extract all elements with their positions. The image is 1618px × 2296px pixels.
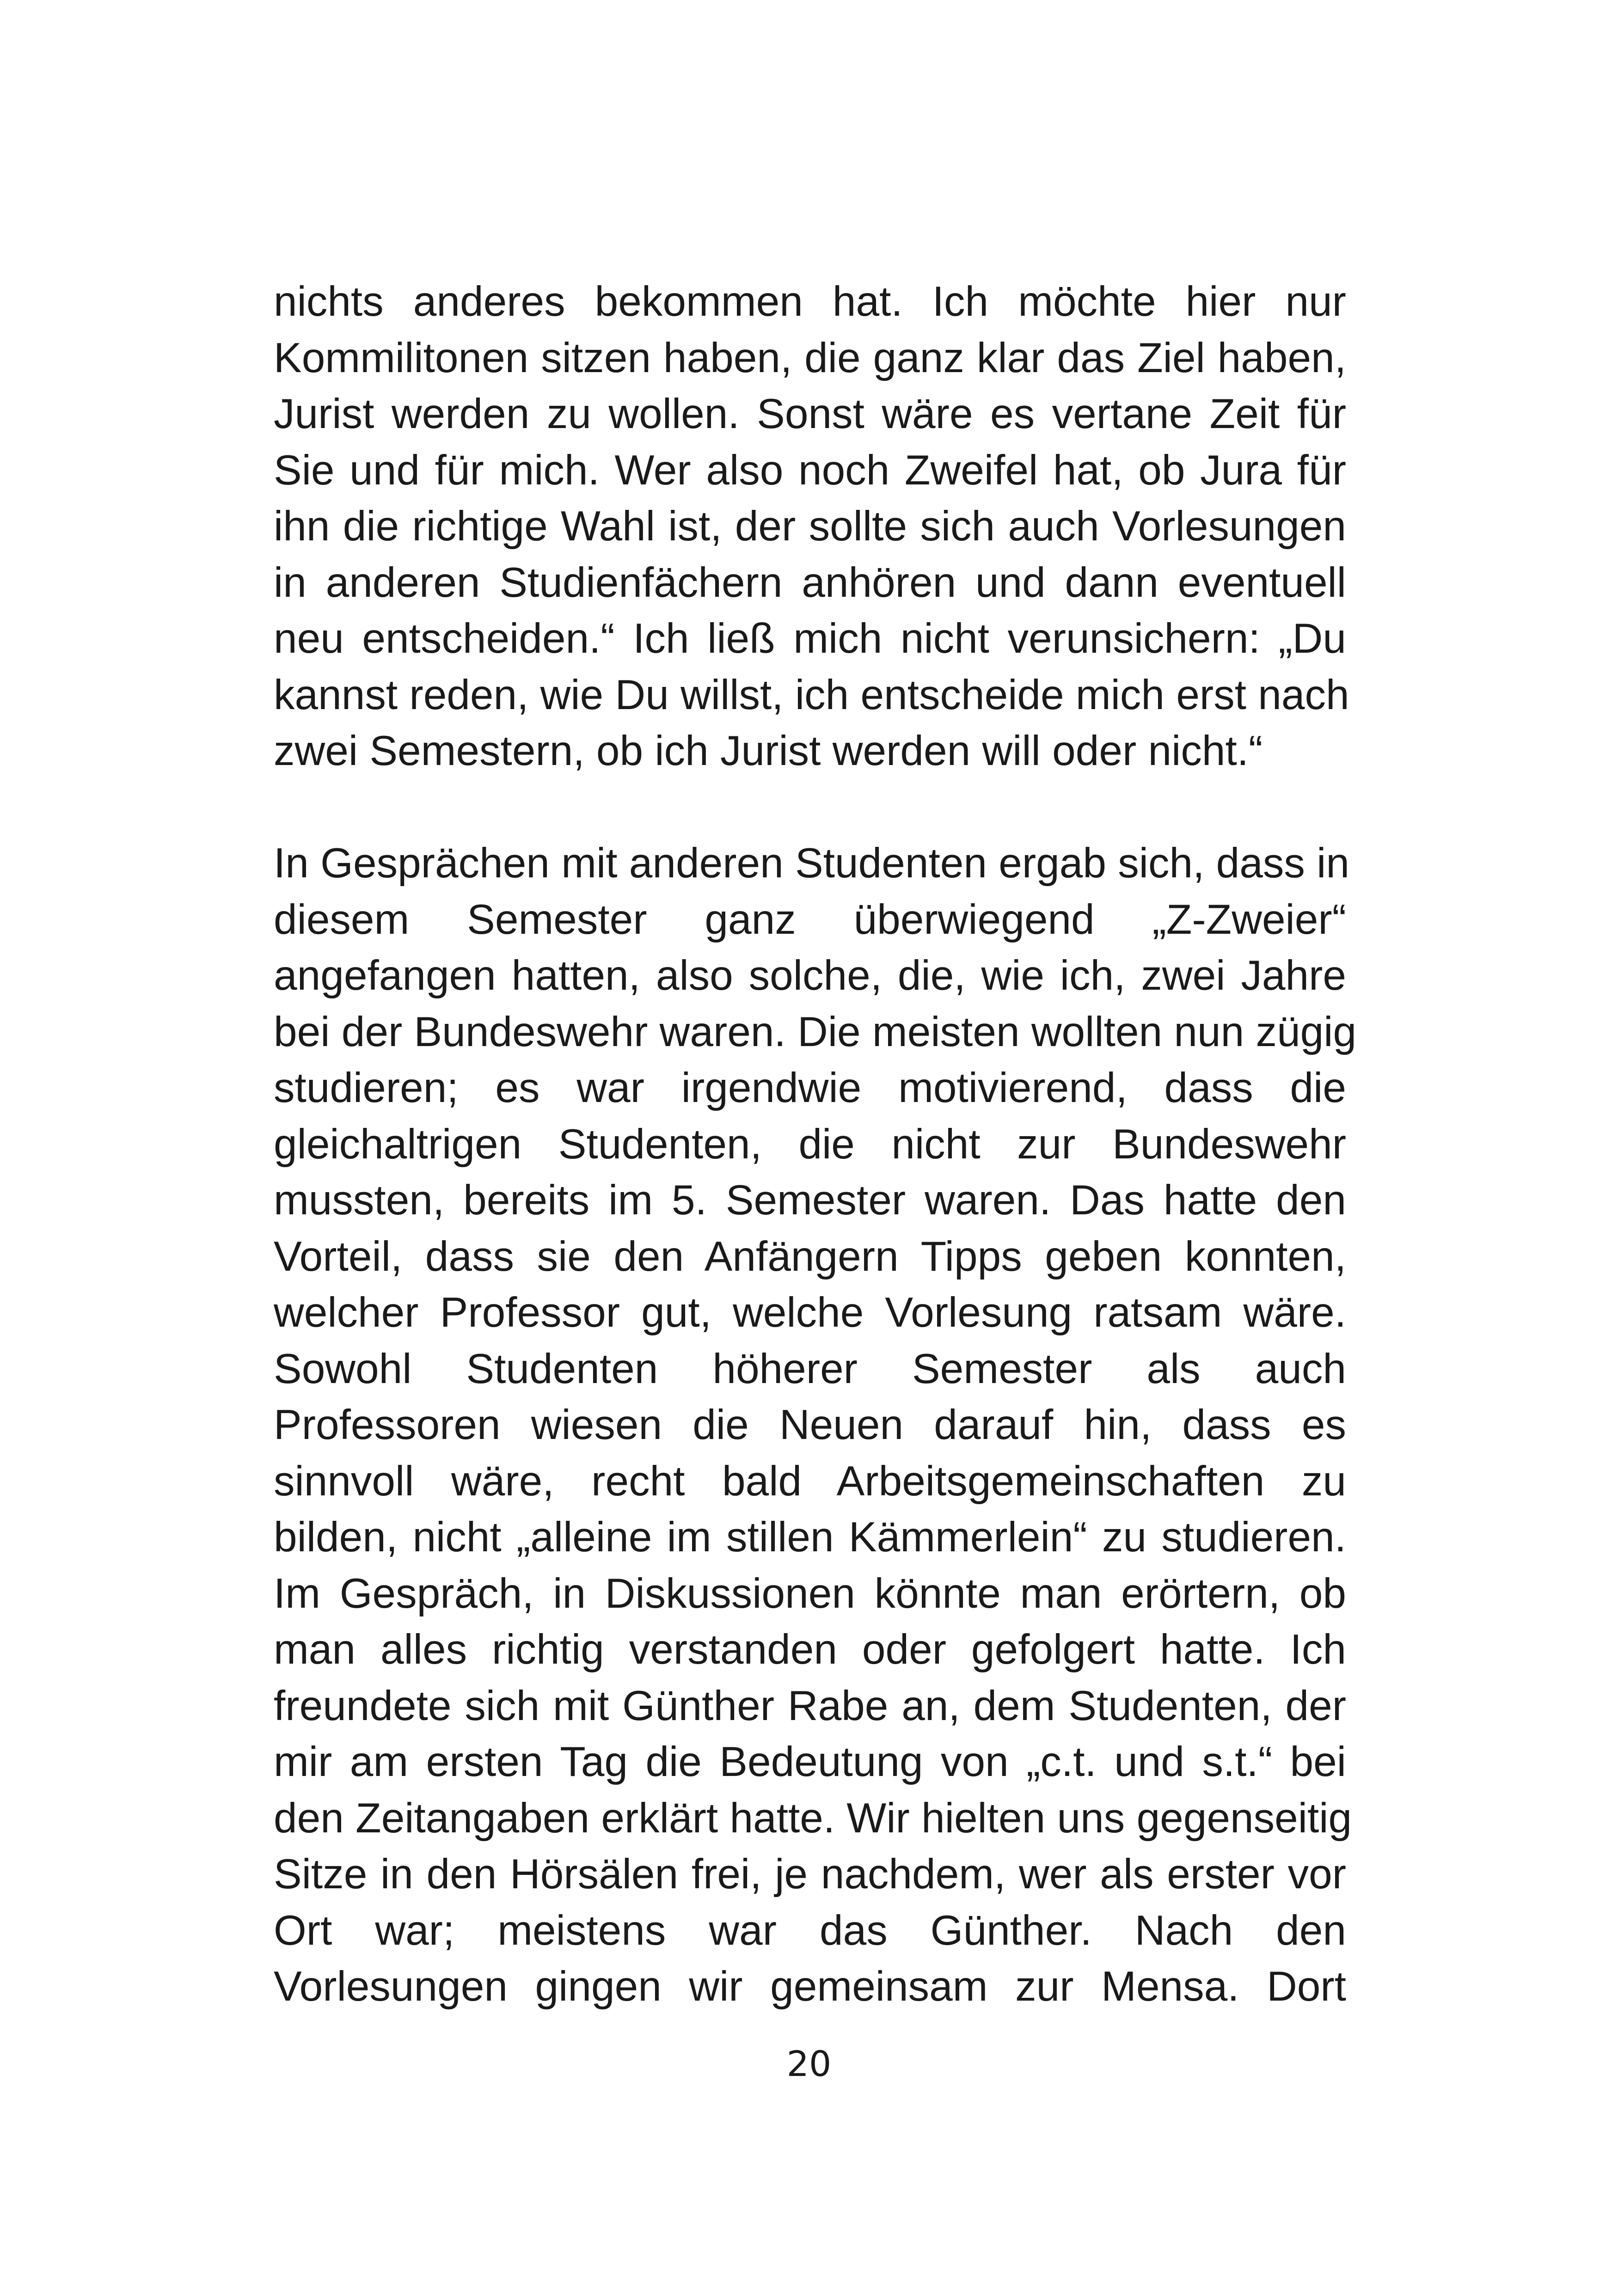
text-line: Vorlesungen gingen wir gemeinsam zur Mensa. Dort — [274, 1963, 1346, 2010]
text-line: Vorteil, dass sie den Anfängern Tipps geben konnten, — [274, 1233, 1346, 1280]
paragraph-2 — [274, 835, 1357, 2015]
text-line: Ort war; meistens war das Günther. Nach den — [274, 1907, 1346, 1954]
text-line: zwei Semestern, ob ich Jurist werden will oder nicht.“ — [274, 728, 1263, 774]
text-line: diesem Semester ganz überwiegend „Z-Zweier“ — [274, 896, 1346, 943]
text-line: in anderen Studienfächern anhören und dann eventuell — [274, 559, 1346, 606]
text-line: nichts anderes bekommen hat. Ich möchte hier nur — [274, 278, 1346, 325]
text-line: Kommilitonen sitzen haben, die ganz klar das Ziel haben, — [274, 334, 1346, 381]
text-line: bilden, nicht „alleine im stillen Kämmerlein“ zu studieren. — [274, 1514, 1346, 1561]
text-line: Professoren wiesen die Neuen darauf hin, dass es — [274, 1402, 1346, 1448]
text-line: In Gesprächen mit anderen Studenten ergab sich, dass in — [274, 840, 1349, 887]
text-line: Sowohl Studenten höherer Semester als auch — [274, 1345, 1346, 1392]
text-line: man alles richtig verstanden oder gefolgert hatte. Ich — [274, 1626, 1346, 1673]
text-line: freundete sich mit Günther Rabe an, dem Studenten, der — [274, 1682, 1346, 1729]
text-line: mir am ersten Tag die Bedeutung von „c.t. und s.t.“ bei — [274, 1739, 1346, 1785]
text-line: den Zeitangaben erklärt hatte. Wir hielten uns gegenseitig — [274, 1794, 1352, 1842]
text-line: gleichaltrigen Studenten, die nicht zur Bundeswehr — [274, 1120, 1346, 1168]
text-line: neu entscheiden.“ Ich ließ mich nicht verunsichern: „Du — [274, 615, 1346, 662]
text-line: Jurist werden zu wollen. Sonst wäre es vertane Zeit für — [274, 391, 1346, 437]
text-line: mussten, bereits im 5. Semester waren. Das hatte den — [274, 1177, 1346, 1224]
text-line: ihn die richtige Wahl ist, der sollte sich auch Vorlesungen — [274, 503, 1346, 550]
text-line: kannst reden, wie Du willst, ich entscheide mich erst nach — [274, 671, 1349, 718]
text-line: bei der Bundeswehr waren. Die meisten wollten nun zügig — [274, 1008, 1357, 1055]
text-line: studieren; es war irgendwie motivierend, dass die — [274, 1065, 1346, 1111]
text-line: Sie und für mich. Wer also noch Zweifel hat, ob Jura für — [274, 447, 1346, 494]
text-line: sinnvoll wäre, recht bald Arbeitsgemeinschaften zu — [274, 1457, 1346, 1505]
paragraph-1 — [274, 274, 1349, 779]
text-line: Sitze in den Hörsälen frei, je nachdem, wer als erster vor — [274, 1851, 1346, 1898]
page-number: 20 — [786, 2043, 832, 2084]
text-line: Im Gespräch, in Diskussionen könnte man erörtern, ob — [274, 1570, 1346, 1617]
text-line: angefangen hatten, also solche, die, wie ich, zwei Jahre — [274, 952, 1346, 999]
text-line: welcher Professor gut, welche Vorlesung ratsam wäre. — [274, 1289, 1346, 1336]
